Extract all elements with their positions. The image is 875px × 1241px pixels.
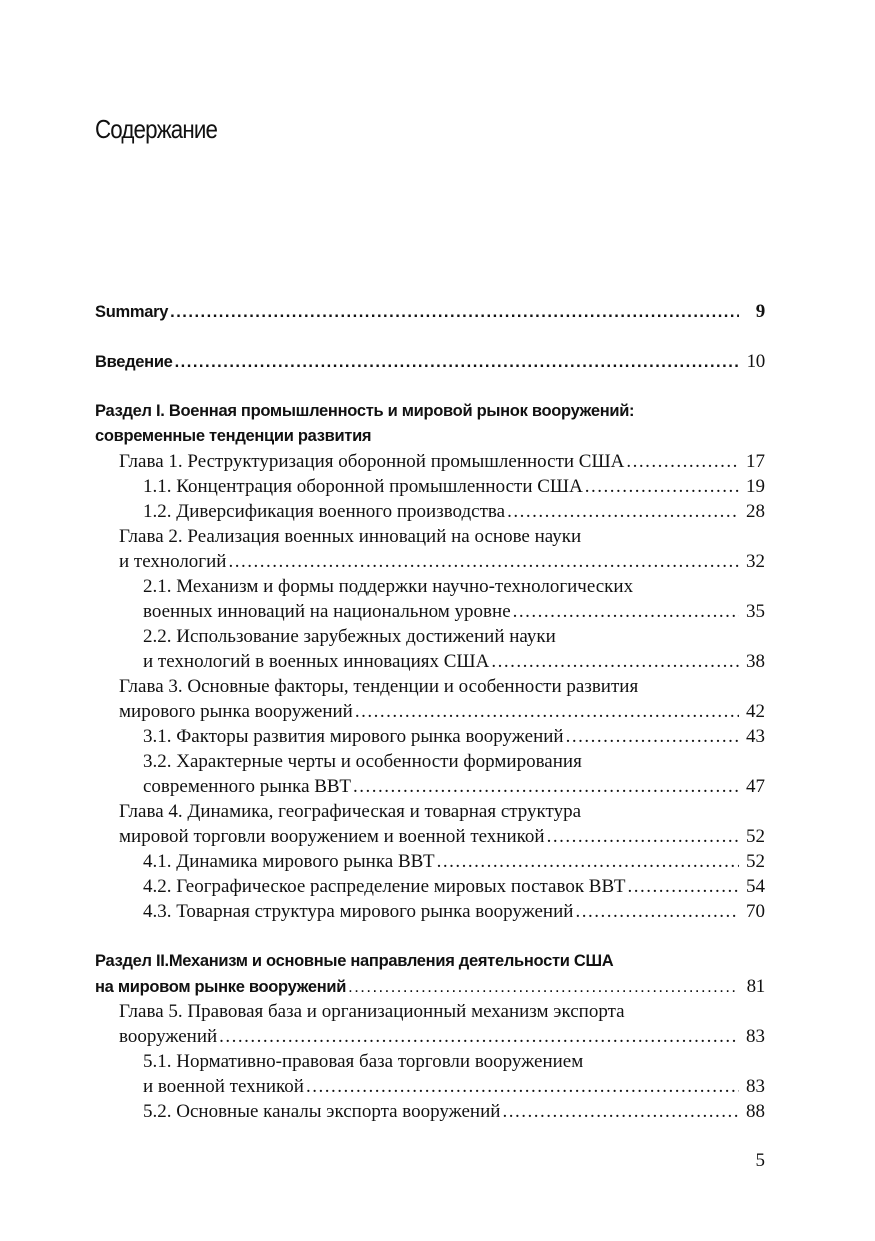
page-number: 5 xyxy=(755,1150,765,1171)
leader-dots xyxy=(513,599,739,624)
toc-entry xyxy=(143,774,765,799)
toc-entry xyxy=(95,299,765,324)
page-title: Содержание xyxy=(95,114,218,144)
toc-entry-page: 32 xyxy=(746,551,765,572)
toc-entry xyxy=(119,549,765,574)
toc-entry-text: Раздел I. Военная промышленность и мировой рынок вооружений: xyxy=(95,402,635,420)
toc-entry-page: 10 xyxy=(746,351,765,372)
toc-entry-text: Summary xyxy=(95,303,169,321)
leader-dots xyxy=(547,824,739,849)
toc-entry-page: 43 xyxy=(746,726,765,747)
leader-dots xyxy=(348,975,739,1000)
leader-dots xyxy=(491,649,739,674)
toc-entry-text: на мировом рынке вооружений xyxy=(95,978,347,996)
toc-entry xyxy=(143,874,765,899)
leader-dots xyxy=(353,774,739,799)
toc-entry-page: 88 xyxy=(746,1101,765,1122)
toc-entry-page: 83 xyxy=(746,1026,765,1047)
toc-entry-text: мировой торговли вооружением и военной техникой xyxy=(119,826,545,847)
leader-dots xyxy=(575,899,739,924)
toc-entry-page: 28 xyxy=(746,501,765,522)
toc-entry xyxy=(119,449,765,474)
toc-entry-page: 9 xyxy=(755,301,765,322)
toc-entry-text: Глава 3. Основные факторы, тенденции и особенности развития xyxy=(119,676,639,697)
toc-entry-page: 70 xyxy=(746,901,765,922)
toc-entry-page: 83 xyxy=(746,1076,765,1097)
toc-entry-text: Глава 2. Реализация военных инноваций на основе науки xyxy=(119,526,582,547)
leader-dots xyxy=(502,1099,739,1124)
toc-entry-text: современного рынка ВВТ xyxy=(143,776,351,797)
toc-entry xyxy=(143,574,765,599)
toc-entry xyxy=(143,1049,765,1074)
leader-dots xyxy=(626,449,739,474)
toc-entry xyxy=(119,524,765,549)
toc-entry-text: и военной техникой xyxy=(143,1076,304,1097)
toc-entry-text: 2.2. Использование зарубежных достижений науки xyxy=(143,626,556,647)
toc-entry xyxy=(143,624,765,649)
toc-entry-text: вооружений xyxy=(119,1026,218,1047)
toc-entry xyxy=(119,999,765,1024)
toc-entry xyxy=(143,474,765,499)
leader-dots xyxy=(355,699,739,724)
toc-entry xyxy=(143,1074,765,1099)
toc-entry-text: и технологий в военных инновациях США xyxy=(143,651,490,672)
toc-entry-page: 81 xyxy=(746,976,765,997)
toc-entry-text: Глава 5. Правовая база и организационный механизм экспорта xyxy=(119,1001,625,1022)
leader-dots xyxy=(507,499,739,524)
leader-dots xyxy=(170,300,739,325)
toc-entry-text: 5.1. Нормативно-правовая база торговли вооружением xyxy=(143,1051,584,1072)
toc-entry-text: и технологий xyxy=(119,551,227,572)
toc-entry-text: 4.3. Товарная структура мирового рынка вооружений xyxy=(143,901,574,922)
toc-entry-text: 2.1. Механизм и формы поддержки научно-технологических xyxy=(143,576,634,597)
toc-entry xyxy=(143,599,765,624)
toc-entry-page: 17 xyxy=(746,451,765,472)
toc-entry xyxy=(143,649,765,674)
toc-entry-text: 5.2. Основные каналы экспорта вооружений xyxy=(143,1101,501,1122)
toc-entry xyxy=(143,899,765,924)
leader-dots xyxy=(566,724,739,749)
leader-dots xyxy=(175,350,739,375)
toc-entry xyxy=(143,749,765,774)
toc-entry xyxy=(143,849,765,874)
leader-dots xyxy=(219,1024,739,1049)
toc-entry-text: современные тенденции развития xyxy=(95,427,372,445)
toc-entry-text: 4.2. Географическое распределение мировых поставок ВВТ xyxy=(143,876,626,897)
toc-section-heading xyxy=(95,949,765,974)
toc-entry-page: 52 xyxy=(746,851,765,872)
toc-entry-text: 3.1. Факторы развития мирового рынка вооружений xyxy=(143,726,564,747)
toc-entry xyxy=(95,974,765,999)
toc-entry xyxy=(143,1099,765,1124)
toc-entry-page: 38 xyxy=(746,651,765,672)
toc-entry-text: Раздел II.Механизм и основные направления деятельности США xyxy=(95,952,614,970)
toc-entry-text: военных инноваций на национальном уровне xyxy=(143,601,511,622)
toc-section-heading xyxy=(95,399,765,424)
toc-entry-page: 52 xyxy=(746,826,765,847)
toc-section-heading xyxy=(95,424,765,449)
toc-entry xyxy=(119,1024,765,1049)
toc-entry-page: 54 xyxy=(746,876,765,897)
toc-entry-page: 42 xyxy=(746,701,765,722)
toc-entry-text: 1.1. Концентрация оборонной промышленности США xyxy=(143,476,583,497)
toc-entry xyxy=(95,349,765,374)
leader-dots xyxy=(437,849,739,874)
toc-entry xyxy=(119,674,765,699)
toc-entry-text: 3.2. Характерные черты и особенности формирования xyxy=(143,751,582,772)
toc-entry-text: мирового рынка вооружений xyxy=(119,701,353,722)
toc-entry-text: Глава 1. Реструктуризация оборонной промышленности США xyxy=(119,451,625,472)
toc-entry-text: Глава 4. Динамика, географическая и товарная структура xyxy=(119,801,582,822)
leader-dots xyxy=(585,474,739,499)
leader-dots xyxy=(306,1074,739,1099)
toc-entry xyxy=(143,724,765,749)
leader-dots xyxy=(228,549,739,574)
toc-entry-page: 47 xyxy=(746,776,765,797)
toc-entry xyxy=(119,824,765,849)
toc-entry xyxy=(119,699,765,724)
toc-entry-text: 1.2. Диверсификация военного производства xyxy=(143,501,506,522)
toc-entry xyxy=(119,799,765,824)
toc-entry-page: 19 xyxy=(746,476,765,497)
leader-dots xyxy=(628,874,740,899)
toc-entry-text: Введение xyxy=(95,353,173,371)
toc-entry-text: 4.1. Динамика мирового рынка ВВТ xyxy=(143,851,435,872)
toc-entry-page: 35 xyxy=(746,601,765,622)
toc-entry xyxy=(143,499,765,524)
